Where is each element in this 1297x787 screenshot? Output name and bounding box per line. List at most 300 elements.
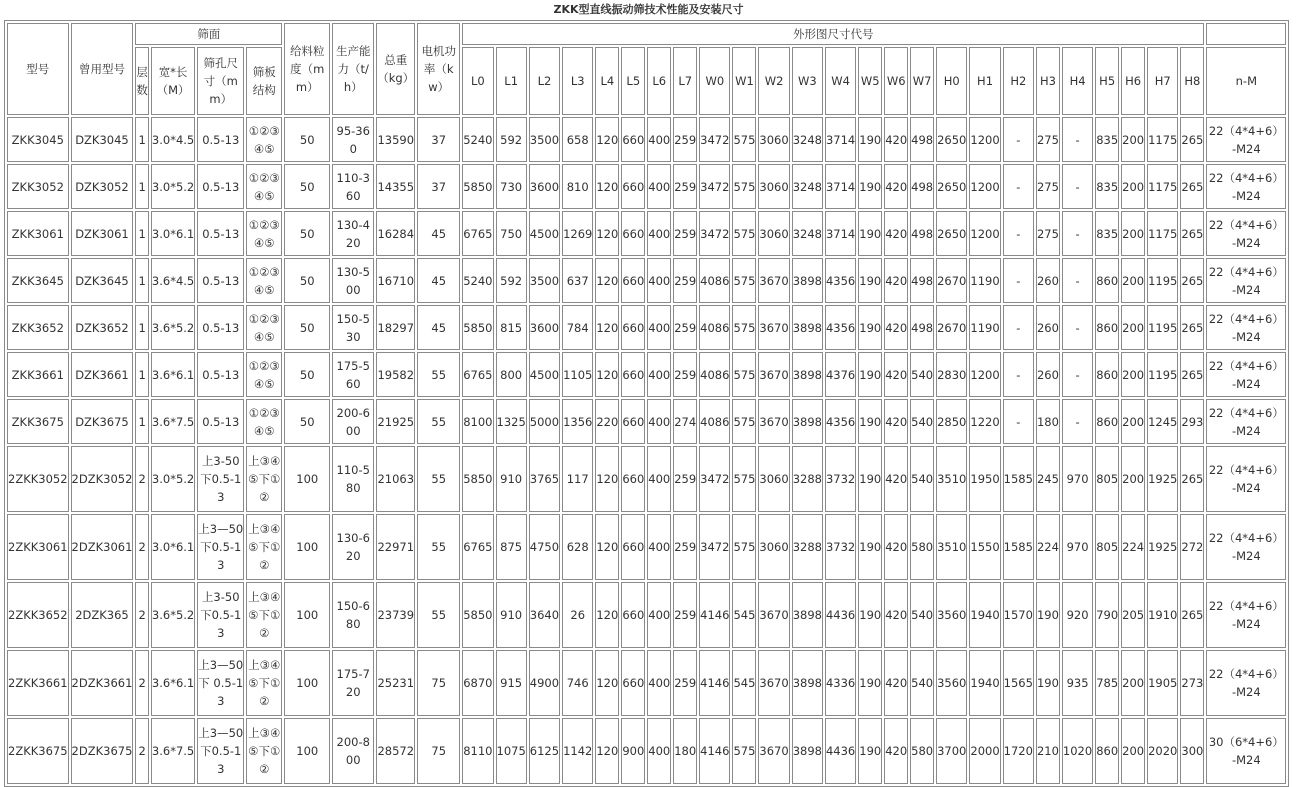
- header-dim-h6: H6: [1121, 47, 1145, 115]
- table-row: [7, 514, 1286, 580]
- cell-dim-h8: 272: [1180, 514, 1204, 580]
- cell-dim-w3: 3288: [792, 514, 823, 580]
- header-row-group: [7, 23, 1286, 45]
- cell-former-model: DZK3645: [71, 258, 134, 303]
- cell-dim-h4: -: [1062, 352, 1093, 397]
- cell-dim-h7: 1175: [1147, 164, 1178, 209]
- table-row: [7, 718, 1286, 784]
- cell-capacity: 150-530: [332, 305, 374, 350]
- cell-feed: 50: [284, 258, 330, 303]
- cell-dim-h4: 1020: [1062, 718, 1093, 784]
- cell-dim-h7: 1195: [1147, 352, 1178, 397]
- cell-dim-w5: 190: [858, 650, 882, 716]
- cell-dim-w6: 420: [884, 117, 908, 162]
- cell-dim-h1: 1940: [969, 582, 1000, 648]
- cell-dim-w7: 498: [910, 164, 934, 209]
- header-dim-l0: L0: [462, 47, 493, 115]
- cell-dim-l1: 1325: [496, 399, 527, 444]
- cell-dim-h5: 860: [1095, 352, 1119, 397]
- cell-dim-l6: 400: [647, 117, 671, 162]
- cell-feed: 50: [284, 305, 330, 350]
- cell-nm: 22（4*4+6）-M24: [1206, 582, 1286, 648]
- cell-dim-h8: 293: [1180, 399, 1204, 444]
- cell-weight: 28572: [376, 718, 415, 784]
- cell-dim-h1: 1200: [969, 164, 1000, 209]
- cell-dim-w5: 190: [858, 718, 882, 784]
- cell-layers: 2: [135, 582, 149, 648]
- cell-layers: 1: [135, 117, 149, 162]
- cell-dim-w5: 190: [858, 117, 882, 162]
- cell-dim-h2: -: [1003, 305, 1034, 350]
- header-dim-l5: L5: [621, 47, 645, 115]
- header-dim-w7: W7: [910, 47, 934, 115]
- cell-dim-l2: 4750: [529, 514, 560, 580]
- table-row: [7, 650, 1286, 716]
- header-feed: 给料粒度（mm）: [284, 23, 330, 115]
- cell-dim-h5: 805: [1095, 514, 1119, 580]
- cell-dim-l6: 400: [647, 399, 671, 444]
- cell-dim-w2: 3060: [758, 164, 789, 209]
- cell-plate: ①②③④⑤: [246, 352, 282, 397]
- cell-dim-l4: 120: [595, 117, 619, 162]
- cell-plate: ①②③④⑤: [246, 117, 282, 162]
- cell-feed: 50: [284, 399, 330, 444]
- cell-dim-h0: 2850: [936, 399, 967, 444]
- cell-dim-h2: 1585: [1003, 514, 1034, 580]
- table-row: [7, 446, 1286, 512]
- cell-dim-l4: 120: [595, 305, 619, 350]
- header-dim-group: 外形图尺寸代号: [462, 23, 1204, 45]
- cell-dim-h8: 265: [1180, 352, 1204, 397]
- cell-dim-l5: 660: [621, 650, 645, 716]
- cell-capacity: 200-600: [332, 399, 374, 444]
- cell-dim-w1: 575: [732, 446, 756, 512]
- cell-dim-l0: 5850: [462, 305, 493, 350]
- cell-weight: 21063: [376, 446, 415, 512]
- cell-size: 3.6*7.5: [151, 718, 195, 784]
- cell-capacity: 110-580: [332, 446, 374, 512]
- cell-dim-l4: 120: [595, 446, 619, 512]
- cell-dim-l6: 400: [647, 258, 671, 303]
- cell-dim-l7: 259: [673, 582, 697, 648]
- cell-dim-w7: 580: [910, 514, 934, 580]
- cell-feed: 100: [284, 718, 330, 784]
- cell-dim-w1: 575: [732, 117, 756, 162]
- cell-model: ZKK3652: [7, 305, 69, 350]
- cell-dim-l2: 6125: [529, 718, 560, 784]
- cell-dim-l5: 660: [621, 305, 645, 350]
- cell-plate: ①②③④⑤: [246, 305, 282, 350]
- cell-dim-l6: 400: [647, 582, 671, 648]
- table-row: [7, 305, 1286, 350]
- header-dim-h1: H1: [969, 47, 1000, 115]
- cell-aperture: 0.5-13: [197, 399, 244, 444]
- cell-dim-l4: 120: [595, 514, 619, 580]
- cell-dim-h0: 2670: [936, 258, 967, 303]
- cell-dim-w1: 575: [732, 514, 756, 580]
- cell-model: 2ZKK3652: [7, 582, 69, 648]
- cell-model: 2ZKK3052: [7, 446, 69, 512]
- header-dim-h8: H8: [1180, 47, 1204, 115]
- header-former-model: 曾用型号: [71, 23, 134, 115]
- cell-capacity: 200-800: [332, 718, 374, 784]
- cell-nm: 22（4*4+6）-M24: [1206, 399, 1286, 444]
- cell-layers: 2: [135, 514, 149, 580]
- header-dim-w3: W3: [792, 47, 823, 115]
- cell-layers: 2: [135, 718, 149, 784]
- header-dim-h2: H2: [1003, 47, 1034, 115]
- cell-dim-l2: 3640: [529, 582, 560, 648]
- cell-dim-h2: -: [1003, 258, 1034, 303]
- cell-dim-h1: 1200: [969, 352, 1000, 397]
- cell-dim-h6: 200: [1121, 164, 1145, 209]
- header-capacity: 生产能力（t/h）: [332, 23, 374, 115]
- cell-dim-w3: 3898: [792, 305, 823, 350]
- cell-aperture: 上3-50下0.5-13: [197, 446, 244, 512]
- spec-table-wrapper: [4, 20, 1289, 787]
- cell-nm: 22（4*4+6）-M24: [1206, 258, 1286, 303]
- cell-dim-h0: 3510: [936, 446, 967, 512]
- cell-dim-h1: 1550: [969, 514, 1000, 580]
- cell-dim-l6: 400: [647, 305, 671, 350]
- cell-dim-l2: 5000: [529, 399, 560, 444]
- cell-dim-l4: 120: [595, 164, 619, 209]
- cell-size: 3.0*6.1: [151, 211, 195, 256]
- cell-dim-w7: 540: [910, 650, 934, 716]
- cell-dim-h7: 1925: [1147, 514, 1178, 580]
- cell-dim-l2: 3500: [529, 258, 560, 303]
- header-dim-w5: W5: [858, 47, 882, 115]
- cell-dim-l2: 4500: [529, 352, 560, 397]
- cell-capacity: 95-360: [332, 117, 374, 162]
- cell-dim-w0: 4086: [699, 305, 730, 350]
- cell-dim-w0: 4146: [699, 718, 730, 784]
- header-nm-spacer: [1206, 23, 1286, 45]
- cell-dim-h7: 1195: [1147, 258, 1178, 303]
- header-dim-l1: L1: [496, 47, 527, 115]
- cell-dim-w3: 3248: [792, 117, 823, 162]
- cell-dim-h7: 1910: [1147, 582, 1178, 648]
- cell-dim-l5: 660: [621, 117, 645, 162]
- cell-dim-w6: 420: [884, 446, 908, 512]
- cell-former-model: 2DZK3052: [71, 446, 134, 512]
- cell-dim-h2: 1565: [1003, 650, 1034, 716]
- cell-dim-h6: 200: [1121, 258, 1145, 303]
- cell-dim-w6: 420: [884, 211, 908, 256]
- cell-size: 3.6*6.1: [151, 650, 195, 716]
- cell-dim-l3: 637: [562, 258, 593, 303]
- cell-dim-h1: 1220: [969, 399, 1000, 444]
- header-row-detail: [7, 47, 1286, 115]
- cell-former-model: DZK3675: [71, 399, 134, 444]
- header-screen-group: 筛面: [135, 23, 282, 45]
- cell-dim-w6: 420: [884, 352, 908, 397]
- cell-layers: 1: [135, 211, 149, 256]
- header-dim-w6: W6: [884, 47, 908, 115]
- cell-dim-h8: 265: [1180, 305, 1204, 350]
- header-layers: 层数: [135, 47, 149, 115]
- cell-dim-w3: 3898: [792, 582, 823, 648]
- cell-dim-h7: 2020: [1147, 718, 1178, 784]
- cell-dim-w2: 3060: [758, 446, 789, 512]
- cell-dim-l6: 400: [647, 650, 671, 716]
- cell-dim-l6: 400: [647, 352, 671, 397]
- cell-dim-w3: 3898: [792, 399, 823, 444]
- table-row: [7, 399, 1286, 444]
- cell-dim-l1: 910: [496, 582, 527, 648]
- cell-dim-l6: 400: [647, 514, 671, 580]
- cell-dim-l5: 660: [621, 582, 645, 648]
- cell-dim-h8: 265: [1180, 446, 1204, 512]
- header-dim-l6: L6: [647, 47, 671, 115]
- cell-dim-l3: 1269: [562, 211, 593, 256]
- cell-model: ZKK3661: [7, 352, 69, 397]
- cell-dim-h6: 224: [1121, 514, 1145, 580]
- cell-plate: ①②③④⑤: [246, 211, 282, 256]
- cell-dim-w5: 190: [858, 258, 882, 303]
- cell-plate: ①②③④⑤: [246, 258, 282, 303]
- cell-dim-w1: 575: [732, 305, 756, 350]
- cell-dim-w0: 4086: [699, 399, 730, 444]
- cell-dim-w5: 190: [858, 352, 882, 397]
- cell-dim-l4: 220: [595, 399, 619, 444]
- cell-plate: 上③④⑤下①②: [246, 650, 282, 716]
- cell-dim-w3: 3248: [792, 164, 823, 209]
- table-row: [7, 258, 1286, 303]
- cell-dim-l0: 6765: [462, 352, 493, 397]
- cell-dim-h3: 275: [1036, 117, 1060, 162]
- cell-former-model: DZK3661: [71, 352, 134, 397]
- cell-dim-h2: 1720: [1003, 718, 1034, 784]
- cell-dim-h5: 790: [1095, 582, 1119, 648]
- cell-former-model: DZK3652: [71, 305, 134, 350]
- cell-size: 3.0*5.2: [151, 164, 195, 209]
- cell-dim-h0: 2650: [936, 211, 967, 256]
- cell-model: 2ZKK3661: [7, 650, 69, 716]
- cell-dim-w0: 4146: [699, 582, 730, 648]
- cell-dim-w1: 545: [732, 650, 756, 716]
- cell-dim-h3: 260: [1036, 352, 1060, 397]
- cell-former-model: 2DZK3061: [71, 514, 134, 580]
- cell-feed: 100: [284, 514, 330, 580]
- cell-aperture: 0.5-13: [197, 258, 244, 303]
- cell-feed: 50: [284, 211, 330, 256]
- cell-weight: 23739: [376, 582, 415, 648]
- cell-dim-l1: 800: [496, 352, 527, 397]
- cell-dim-h8: 265: [1180, 117, 1204, 162]
- cell-dim-w0: 3472: [699, 211, 730, 256]
- cell-dim-l0: 5850: [462, 164, 493, 209]
- cell-motor: 45: [417, 305, 460, 350]
- header-dim-h5: H5: [1095, 47, 1119, 115]
- cell-dim-l7: 259: [673, 650, 697, 716]
- cell-motor: 55: [417, 514, 460, 580]
- cell-model: ZKK3675: [7, 399, 69, 444]
- cell-dim-h0: 3560: [936, 582, 967, 648]
- cell-dim-w5: 190: [858, 446, 882, 512]
- table-row: [7, 117, 1286, 162]
- cell-dim-w4: 3714: [825, 117, 856, 162]
- header-dim-l2: L2: [529, 47, 560, 115]
- cell-nm: 22（4*4+6）-M24: [1206, 352, 1286, 397]
- cell-nm: 22（4*4+6）-M24: [1206, 117, 1286, 162]
- cell-dim-l1: 592: [496, 117, 527, 162]
- cell-model: ZKK3645: [7, 258, 69, 303]
- header-dim-w2: W2: [758, 47, 789, 115]
- cell-dim-l7: 180: [673, 718, 697, 784]
- cell-layers: 2: [135, 650, 149, 716]
- cell-former-model: 2DZK365: [71, 582, 134, 648]
- cell-weight: 18297: [376, 305, 415, 350]
- cell-dim-w4: 4356: [825, 399, 856, 444]
- spec-table: [4, 20, 1289, 787]
- cell-dim-w5: 190: [858, 164, 882, 209]
- cell-dim-l3: 1356: [562, 399, 593, 444]
- cell-dim-w5: 190: [858, 399, 882, 444]
- cell-dim-l7: 259: [673, 258, 697, 303]
- cell-dim-l5: 660: [621, 211, 645, 256]
- cell-feed: 50: [284, 352, 330, 397]
- cell-dim-h0: 3700: [936, 718, 967, 784]
- cell-motor: 55: [417, 582, 460, 648]
- cell-plate: 上③④⑤下①②: [246, 514, 282, 580]
- header-dim-h3: H3: [1036, 47, 1060, 115]
- cell-dim-h8: 265: [1180, 211, 1204, 256]
- cell-aperture: 0.5-13: [197, 211, 244, 256]
- cell-dim-w1: 575: [732, 399, 756, 444]
- cell-dim-h3: 260: [1036, 305, 1060, 350]
- cell-dim-l1: 915: [496, 650, 527, 716]
- cell-dim-l7: 259: [673, 164, 697, 209]
- header-weight: 总重（kg）: [376, 23, 415, 115]
- cell-dim-h4: -: [1062, 211, 1093, 256]
- cell-motor: 45: [417, 211, 460, 256]
- cell-dim-h4: -: [1062, 164, 1093, 209]
- cell-dim-w4: 3732: [825, 514, 856, 580]
- cell-dim-h6: 205: [1121, 582, 1145, 648]
- cell-dim-l5: 660: [621, 164, 645, 209]
- cell-dim-h0: 2650: [936, 164, 967, 209]
- cell-model: 2ZKK3675: [7, 718, 69, 784]
- cell-weight: 16710: [376, 258, 415, 303]
- cell-dim-h8: 300: [1180, 718, 1204, 784]
- cell-dim-l0: 5240: [462, 258, 493, 303]
- cell-dim-l7: 259: [673, 211, 697, 256]
- header-dim-l4: L4: [595, 47, 619, 115]
- cell-dim-w4: 4436: [825, 718, 856, 784]
- header-dim-h0: H0: [936, 47, 967, 115]
- cell-nm: 22（4*4+6）-M24: [1206, 305, 1286, 350]
- cell-motor: 55: [417, 399, 460, 444]
- cell-dim-w2: 3670: [758, 352, 789, 397]
- cell-weight: 22971: [376, 514, 415, 580]
- cell-dim-h3: 190: [1036, 582, 1060, 648]
- cell-dim-w0: 4146: [699, 650, 730, 716]
- cell-dim-l0: 5850: [462, 446, 493, 512]
- cell-dim-w7: 540: [910, 582, 934, 648]
- cell-dim-w4: 4356: [825, 305, 856, 350]
- cell-dim-h5: 785: [1095, 650, 1119, 716]
- cell-dim-l4: 120: [595, 258, 619, 303]
- cell-dim-h8: 265: [1180, 258, 1204, 303]
- cell-dim-l0: 6765: [462, 211, 493, 256]
- cell-dim-l3: 658: [562, 117, 593, 162]
- cell-size: 3.0*6.1: [151, 514, 195, 580]
- cell-dim-h3: 190: [1036, 650, 1060, 716]
- cell-dim-h4: 970: [1062, 514, 1093, 580]
- cell-dim-h7: 1245: [1147, 399, 1178, 444]
- cell-dim-w7: 540: [910, 399, 934, 444]
- cell-dim-h8: 265: [1180, 164, 1204, 209]
- cell-dim-l1: 730: [496, 164, 527, 209]
- cell-dim-l0: 8100: [462, 399, 493, 444]
- cell-dim-l3: 746: [562, 650, 593, 716]
- cell-capacity: 130-620: [332, 514, 374, 580]
- cell-dim-h8: 265: [1180, 582, 1204, 648]
- cell-dim-h5: 860: [1095, 399, 1119, 444]
- cell-dim-h7: 1175: [1147, 117, 1178, 162]
- cell-dim-h1: 1200: [969, 211, 1000, 256]
- cell-dim-l3: 117: [562, 446, 593, 512]
- cell-dim-l4: 120: [595, 211, 619, 256]
- cell-dim-h6: 200: [1121, 650, 1145, 716]
- cell-dim-h1: 1190: [969, 258, 1000, 303]
- cell-dim-h3: 210: [1036, 718, 1060, 784]
- cell-dim-h7: 1905: [1147, 650, 1178, 716]
- cell-dim-l0: 6870: [462, 650, 493, 716]
- cell-dim-w5: 190: [858, 305, 882, 350]
- header-model: 型号: [7, 23, 69, 115]
- cell-dim-l0: 5850: [462, 582, 493, 648]
- cell-dim-l3: 1142: [562, 718, 593, 784]
- cell-weight: 13590: [376, 117, 415, 162]
- cell-dim-h3: 180: [1036, 399, 1060, 444]
- cell-dim-w0: 3472: [699, 514, 730, 580]
- cell-dim-w3: 3898: [792, 718, 823, 784]
- cell-dim-w0: 3472: [699, 164, 730, 209]
- cell-dim-w1: 575: [732, 211, 756, 256]
- cell-dim-h3: 260: [1036, 258, 1060, 303]
- cell-size: 3.6*5.2: [151, 582, 195, 648]
- cell-layers: 1: [135, 399, 149, 444]
- cell-dim-w1: 575: [732, 718, 756, 784]
- cell-dim-h4: -: [1062, 399, 1093, 444]
- cell-dim-l1: 750: [496, 211, 527, 256]
- cell-dim-l6: 400: [647, 718, 671, 784]
- cell-dim-h4: -: [1062, 258, 1093, 303]
- cell-capacity: 110-360: [332, 164, 374, 209]
- cell-dim-l4: 120: [595, 718, 619, 784]
- cell-dim-l7: 274: [673, 399, 697, 444]
- cell-model: 2ZKK3061: [7, 514, 69, 580]
- cell-dim-h6: 200: [1121, 305, 1145, 350]
- cell-size: 3.6*5.2: [151, 305, 195, 350]
- cell-dim-l7: 259: [673, 514, 697, 580]
- cell-dim-h5: 805: [1095, 446, 1119, 512]
- cell-dim-w2: 3670: [758, 650, 789, 716]
- cell-dim-l5: 660: [621, 514, 645, 580]
- cell-dim-w2: 3060: [758, 211, 789, 256]
- cell-dim-h7: 1925: [1147, 446, 1178, 512]
- cell-former-model: 2DZK3661: [71, 650, 134, 716]
- cell-dim-l3: 628: [562, 514, 593, 580]
- cell-dim-l2: 3500: [529, 117, 560, 162]
- cell-dim-w4: 4336: [825, 650, 856, 716]
- cell-dim-w7: 498: [910, 117, 934, 162]
- cell-dim-h2: -: [1003, 117, 1034, 162]
- cell-dim-w6: 420: [884, 305, 908, 350]
- cell-dim-h4: 920: [1062, 582, 1093, 648]
